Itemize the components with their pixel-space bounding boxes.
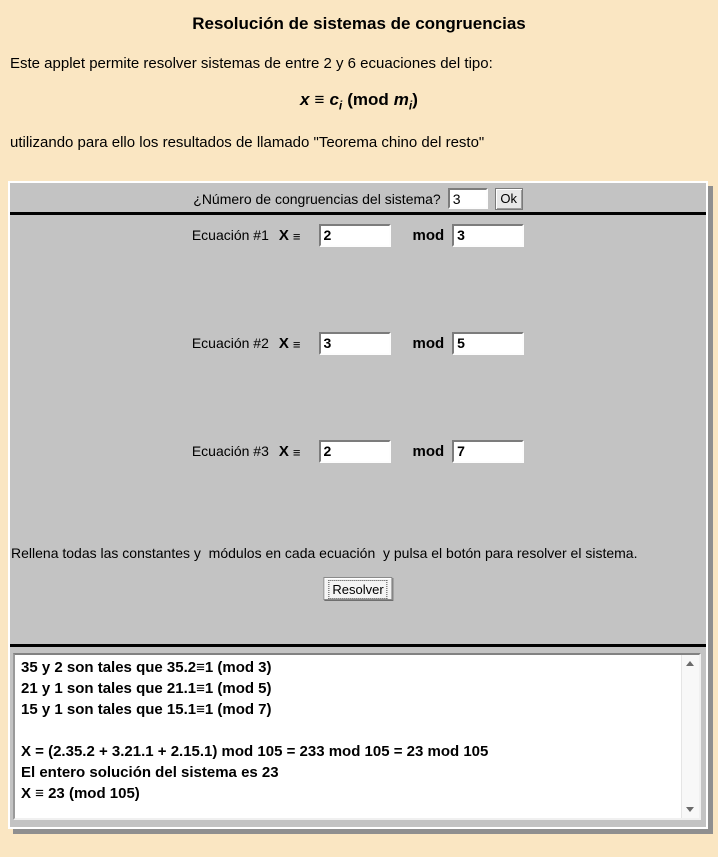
equation-row-2 — [10, 330, 706, 356]
equation-1-constant-input[interactable] — [319, 224, 391, 247]
question-row — [10, 186, 706, 211]
equation-2-label: Ecuación #2 — [191, 335, 269, 352]
equation-1-x: X — [278, 226, 289, 244]
equation-2-x: X — [278, 334, 289, 352]
formula-x: x — [300, 90, 310, 109]
equation-3-label: Ecuación #3 — [191, 443, 269, 460]
separator-line-top — [10, 212, 706, 215]
scroll-down-icon[interactable] — [682, 801, 699, 818]
formula-sub-i: i — [338, 98, 343, 113]
congruence-formula — [0, 90, 718, 112]
formula-c: c — [329, 90, 339, 109]
equation-3-mod-label: mod — [412, 442, 445, 460]
output-text: 35 y 2 son tales que 35.2≡1 (mod 3) 21 y 1 son tales que 21.1≡1 (mod 5) 15 y 1 son tales que 15.1≡1 (mod 7) X = (2.35.2 + 3.21.1 + 2.15.1) mod 105 = 233 mod 105 = 23 mod 105 El entero solución del sistema es 23 X ≡ 23 (mod 105) — [21, 659, 489, 803]
scroll-up-icon[interactable] — [682, 655, 699, 672]
formula-close-paren: ) — [412, 90, 418, 109]
formula-m: m — [393, 90, 409, 109]
congruence-count-input[interactable] — [448, 188, 488, 209]
solution-output-area[interactable] — [13, 653, 701, 820]
formula-mod: (mod — [347, 90, 389, 109]
equation-3-equiv-icon: ≡ — [292, 445, 301, 461]
resolver-button-label: Resolver — [328, 580, 387, 599]
separator-line-bottom — [10, 644, 706, 647]
equation-2-equiv-icon: ≡ — [292, 337, 301, 353]
question-label: ¿Número de congruencias del sistema? — [193, 190, 441, 207]
equation-2-modulus-input[interactable] — [452, 332, 524, 355]
equation-3-x: X — [278, 442, 289, 460]
page-title: Resolución de sistemas de congruencias — [192, 14, 526, 33]
outro-text: utilizando para ello los resultados de llamado "Teorema chino del resto" — [10, 134, 485, 152]
equation-2-constant-input[interactable] — [319, 332, 391, 355]
resolver-button[interactable] — [323, 577, 392, 600]
intro-text: Este applet permite resolver sistemas de entre 2 y 6 ecuaciones del tipo: — [10, 55, 493, 72]
equation-row-3 — [10, 438, 706, 464]
equation-1-label: Ecuación #1 — [191, 227, 269, 244]
output-scrollbar[interactable] — [681, 655, 699, 818]
equation-2-mod-label: mod — [412, 334, 445, 352]
instruction-text: Rellena todas las constantes y módulos en cada ecuación y pulsa el botón para resolver el sistema. — [11, 545, 638, 562]
equation-3-constant-input[interactable] — [319, 440, 391, 463]
applet-panel — [8, 181, 708, 829]
equation-1-equiv-icon: ≡ — [292, 229, 301, 245]
equation-1-mod-label: mod — [412, 226, 445, 244]
equation-3-modulus-input[interactable] — [452, 440, 524, 463]
ok-button[interactable]: Ok — [495, 188, 523, 210]
formula-equiv: ≡ — [314, 90, 325, 109]
formula-sub-i2: i — [408, 98, 413, 113]
equation-row-1 — [10, 222, 706, 248]
equation-1-modulus-input[interactable] — [452, 224, 524, 247]
